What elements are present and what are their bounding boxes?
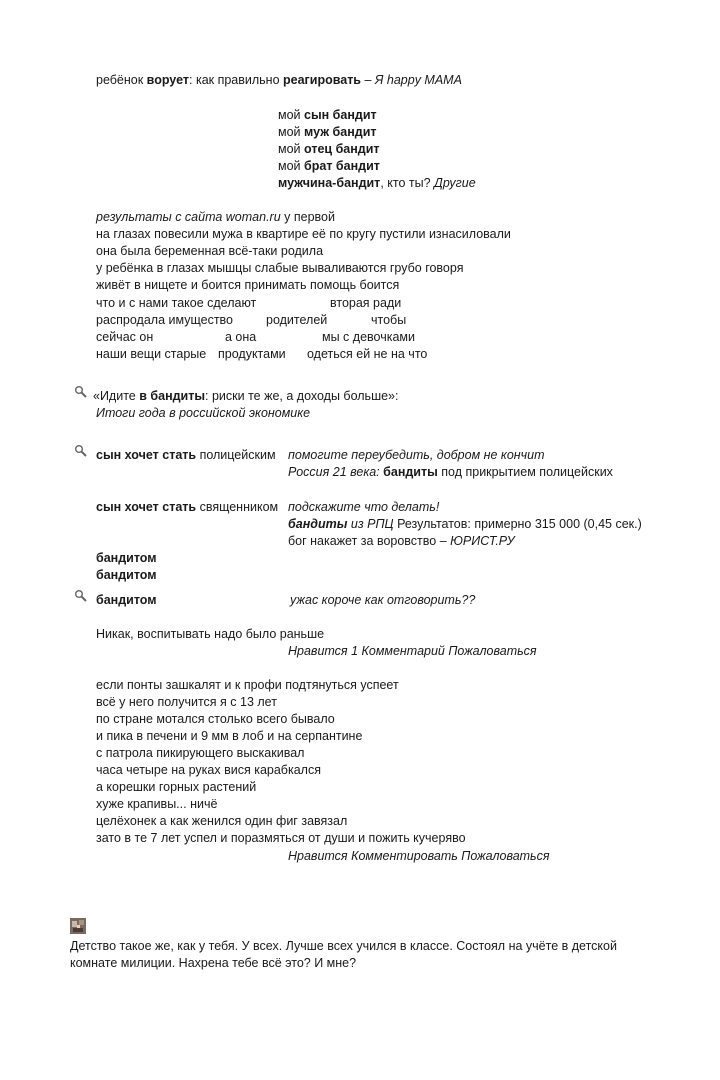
search-result-sub: Итоги года в российской экономике [96, 406, 311, 420]
bandit-line: мой муж бандит [278, 125, 377, 139]
woman-grid-cell: а она [225, 330, 257, 344]
search-result: ужас короче как отговорить?? [290, 593, 476, 607]
search-result: бог накажет за воровство – ЮРИСТ.РУ [288, 534, 515, 548]
story-line: часа четыре на руках вися карабкался [96, 763, 321, 777]
search-query: бандитом [96, 593, 157, 607]
woman-grid-cell: чтобы [371, 313, 407, 327]
comment-actions[interactable]: Нравится Комментировать Пожаловаться [288, 849, 550, 863]
story-line: с патрола пикирующего выскакивал [96, 746, 305, 760]
woman-line: у ребёнка в глазах мышцы слабые вываливаются грубо говоря [96, 261, 464, 275]
bandit-line: мой брат бандит [278, 159, 380, 173]
search-icon [74, 589, 88, 603]
search-icon [74, 385, 88, 399]
answer-text: Никак, воспитывать надо было раньше [96, 627, 325, 641]
search-result: подскажите что делать! [288, 500, 440, 514]
woman-grid-cell: одеться ей не на что [307, 347, 428, 361]
woman-grid-cell: вторая ради [330, 296, 402, 310]
bandit-question: мужчина-бандит, кто ты? Другие [278, 176, 476, 190]
story-line: целёхонек а как женился один фиг завязал [96, 814, 348, 828]
woman-grid-cell: сейчас он [96, 330, 154, 344]
woman-grid-cell: наши вещи старые [96, 347, 207, 361]
story-line: хуже крапивы... ничё [96, 797, 218, 811]
comment-actions[interactable]: Нравится 1 Комментарий Пожаловаться [288, 644, 537, 658]
bandit-line: мой сын бандит [278, 108, 377, 122]
story-line: всё у него получится я с 13 лет [96, 695, 277, 709]
banditom-line: бандитом [96, 568, 157, 582]
story-line: если понты зашкалят и к профи подтянуться успеет [96, 678, 399, 692]
search-result: Россия 21 века: бандиты под прикрытием полицейских [288, 465, 613, 479]
woman-grid-cell: распродала имущество [96, 313, 234, 327]
woman-grid-cell: что и с нами такое сделают [96, 296, 257, 310]
footer-text: комнате милиции. Нахрена тебе всё это? И мне? [70, 956, 357, 970]
avatar [70, 918, 86, 934]
woman-grid-cell: родителей [266, 313, 328, 327]
story-line: а корешки горных растений [96, 780, 257, 794]
story-line: зато в те 7 лет успел и поразмяться от души и пожить кучеряво [96, 831, 466, 845]
woman-line: на глазах повесили мужа в квартире её по кругу пустили изнасиловали [96, 227, 511, 241]
search-query: сын хочет стать полицейским [96, 448, 276, 462]
footer-text: Детство такое же, как у тебя. У всех. Лучше всех учился в классе. Состоял на учёте в детской [70, 939, 617, 953]
search-result: помогите переубедить, добром не кончит [288, 448, 545, 462]
woman-line: она была беременная всё-таки родила [96, 244, 324, 258]
title-line: ребёнок ворует: как правильно реагировать – Я happy MAMA [96, 73, 462, 87]
woman-line: живёт в нищете и боится принимать помощь боится [96, 278, 400, 292]
story-line: и пика в печени и 9 мм в лоб и на серпантине [96, 729, 363, 743]
search-icon [74, 444, 88, 458]
woman-source: результаты с сайта woman.ru у первой [96, 210, 335, 224]
banditom-line: бандитом [96, 551, 157, 565]
woman-grid-cell: мы с девочками [322, 330, 415, 344]
search-result: бандиты из РПЦ Результатов: примерно 315 000 (0,45 сек.) [288, 517, 642, 531]
woman-grid-cell: продуктами [218, 347, 286, 361]
search-result-title: «Идите в бандиты: риски те же, а доходы больше»: [93, 389, 399, 403]
search-query: сын хочет стать священником [96, 500, 279, 514]
bandit-line: мой отец бандит [278, 142, 380, 156]
story-line: по стране мотался столько всего бывало [96, 712, 335, 726]
